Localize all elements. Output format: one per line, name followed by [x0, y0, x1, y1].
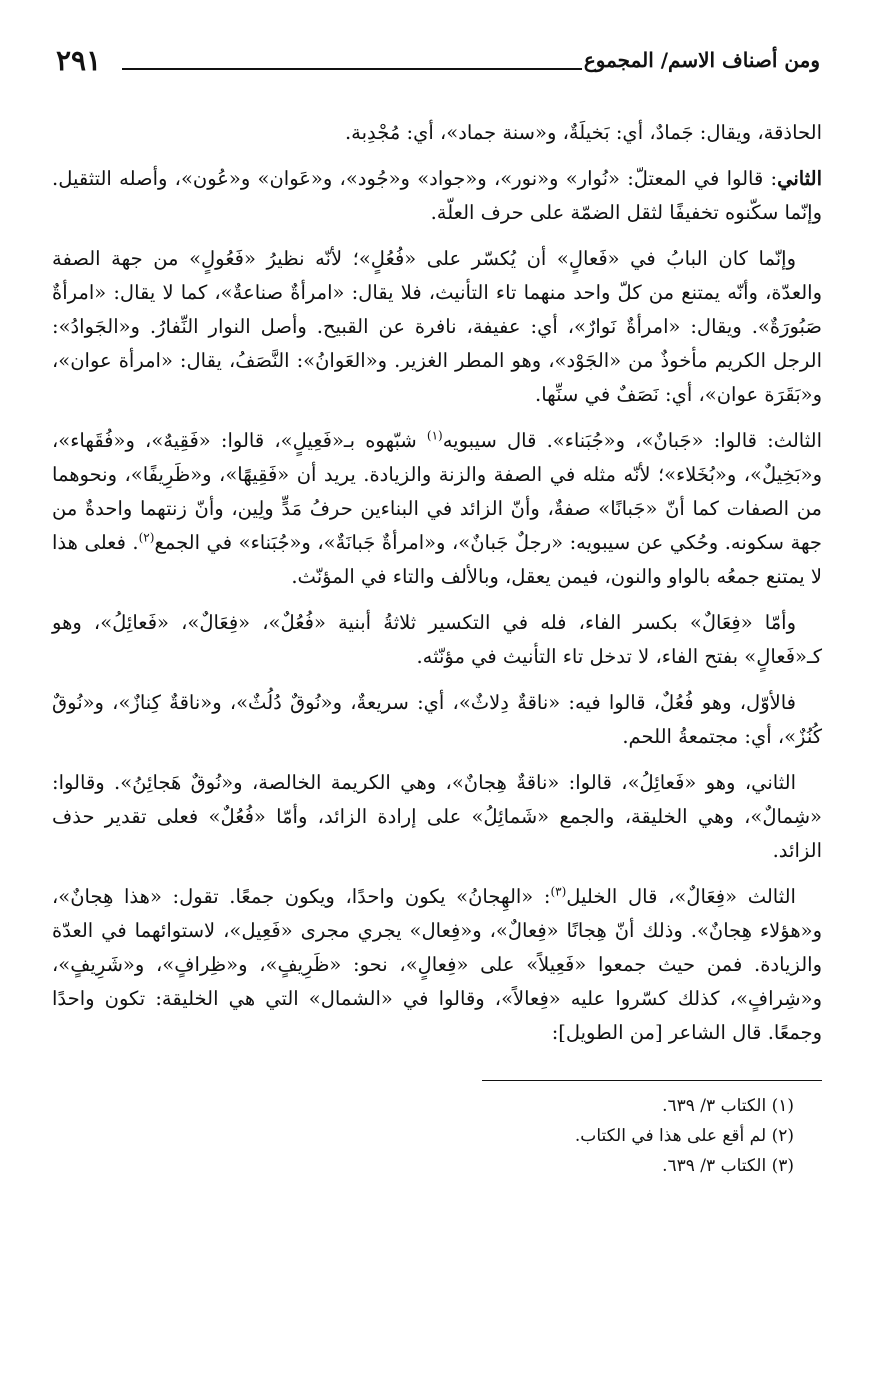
paragraph-3: وإنّما كان البابُ في «فَعالٍ» أن يُكسّر على «فُعُلٍ»؛ لأنّه نظيرُ «فَعُولٍ» من جهة الصفة والعدّة، وأنّه يمتنع من كلّ واحد منهما تاء التأنيث، فلا يقال: «امرأةٌ صناعةٌ»، كما لا يقال: «امرأةٌ صَبُورَةٌ». ويقال: «امرأةٌ نَوارٌ»، أي: عفيفة، نافرة عن القبيح. وأصل النوار النِّفارُ. و«الجَوادُ»: الرجل الكريم مأخوذٌ من «الجَوْد»، وهو المطر الغزير. و«العَوانُ»: النَّصَفُ، يقال: «امرأة عوان»، و«بَقَرَة عوان»، أي: نَصَفٌ في سنِّها.	[52, 247, 822, 406]
paragraph-4: الثالث: قالوا: «جَبانٌ»، و«جُبَناء». قال سيبويه$^{(١)}$ شبّهوه بـ«فَعِيلٍ»، قالوا: «فَقِيهٌ»، و«فُقَهاء»، و«بَخِيلٌ»، و«بُخَلاء»؛ لأنّه مثله في الصفة والزنة والزيادة. يريد أن «فَقِيهًا»، و«ظَرِيفًا»، ونحوهما من الصفات كما أنّ «جَبانًا» صفةٌ، وأنّ الزائد في البناءين حرفُ مَدٍّ ولِين، وأنّ زنتهما واحدةٌ من جهة سكونه. وحُكي عن سيبويه: «رجلٌ جَبانٌ»، و«امرأةٌ جَبانَةٌ»، و«جُبَناء» في الجمع$^{(٢)}$. فعلى هذا لا يمتنع جمعُه بالواو والنون، فيمن يعقل، وبالألف والتاء في المؤنّث.	[52, 428, 822, 588]
body-text	[52, 116, 822, 1050]
paragraph-6: فالأوّل، وهو فُعُلٌ، قالوا فيه: «ناقةٌ دِلاثٌ»، أي: سريعةٌ، و«نُوقٌ دُلُثٌ»، و«ناقةٌ كِنازٌ»، و«نُوقٌ كُنُزٌ»، أي: مجتمعةُ اللحم.	[52, 691, 822, 748]
footnote-2: (٢) لم أقع على هذا في الكتاب.	[574, 1126, 794, 1146]
footnote-1: (١) الكتاب ٣/ ٦٣٩.	[662, 1096, 794, 1116]
footnote-ref[interactable]: (٢)	[138, 530, 155, 545]
footnote-3: (٣) الكتاب ٣/ ٦٣٩.	[662, 1156, 794, 1176]
paragraph-2: الثاني: قالوا في المعتلّ: «نُوار» و«نور»، و«جواد» و«جُود»، و«عَوان» و«عُون»، وأصله التثقيل. وإنّما سكّنوه تخفيفًا لثقل الضمّة على حرف العلّة.	[52, 167, 822, 224]
running-title: ومن أصناف الاسم/ المجموع	[583, 48, 820, 72]
paragraph-1: الحاذقة، ويقال: جَمادٌ، أي: بَخيلَةٌ، و«سنة جماد»، أي: مُجْدِبة.	[344, 121, 822, 144]
footnote-rule	[482, 1080, 822, 1081]
paragraph-8: الثالث «فِعَالٌ»، قال الخليل$^{(٣)}$: «الهِجانُ» يكون واحدًا، ويكون جمعًا. تقول: «هذا هِجانٌ»، و«هؤلاء هِجانٌ». وذلك أنّ هِجانًا «فِعالٌ»، و«فِعال» يجري مجرى «فَعِيل»، لاستوائهما في العدّة والزيادة. فمن حيث جمعوا «فَعِيلاً» على «فِعالٍ»، نحو: «ظَرِيفٍ»، و«ظِرافٍ»، و«شَرِيفٍ»، و«شِرافٍ»، كذلك كسّروا عليه «فِعالاً»، وقالوا في «الشمال» التي هي الخليقة: تكون واحدًا وجمعًا. قال الشاعر [من الطويل]:	[52, 884, 822, 1044]
paragraph-7: الثاني، وهو «فَعائِلُ»، قالوا: «ناقةٌ هِجانٌ»، وهي الكريمة الخالصة، و«نُوقٌ هَجائِنُ». وقالوا: «شِمالٌ»، وهي الخليقة، والجمع «شَمائِلُ» على إرادة الزائد، وأمّا «فُعُلٌ» فعلى تقدير حذف الزائد.	[52, 771, 822, 862]
page-header	[52, 40, 822, 80]
paragraph-5: وأمّا «فِعَالٌ» بكسر الفاء، فله في التكسير ثلاثةُ أبنية «فُعُلٌ»، «فِعَالٌ»، «فَعائِلُ»، وهو كـ«فَعالٍ» بفتح الفاء، لا تدخل تاء التأنيث في مؤنّثه.	[52, 611, 822, 668]
footnotes	[52, 1091, 822, 1181]
footnote-ref[interactable]: (٣)	[550, 884, 567, 899]
page-number: ٢٩١	[56, 44, 102, 77]
book-page	[52, 40, 822, 1181]
paragraph-lead: الثاني	[777, 167, 822, 190]
header-rule	[122, 68, 582, 70]
footnote-ref[interactable]: (١)	[426, 428, 443, 443]
